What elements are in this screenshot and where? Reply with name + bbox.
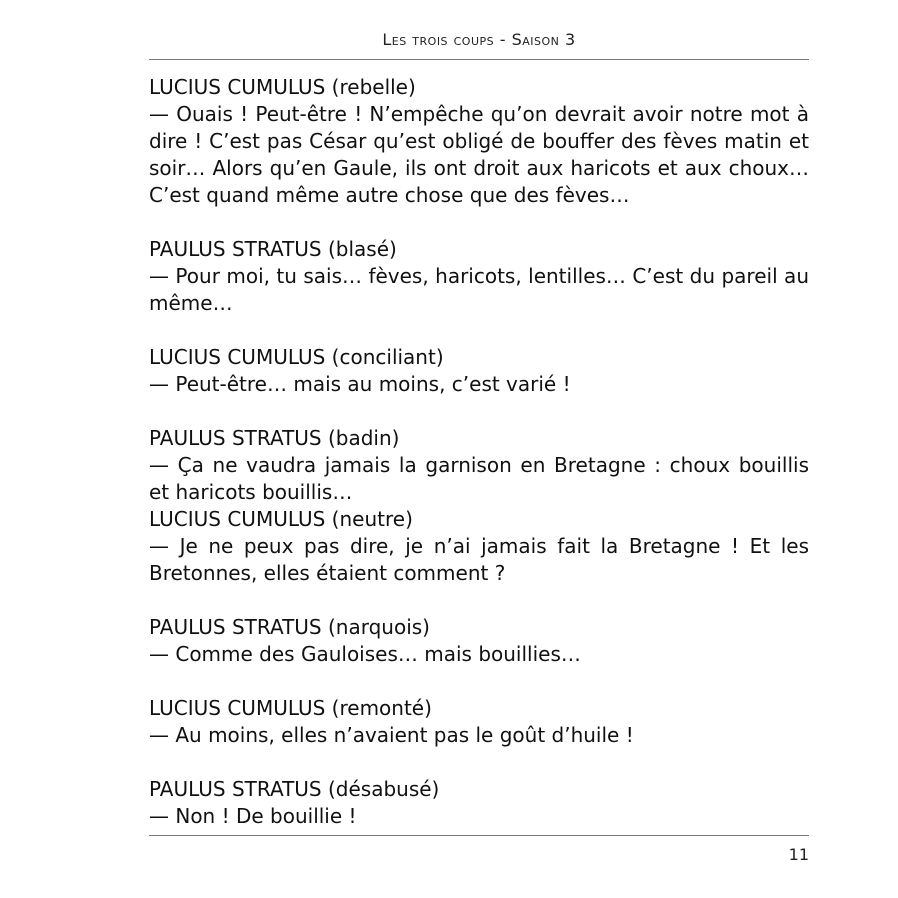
speaker-label: LUCIUS CUMULUS (rebelle)	[149, 75, 416, 99]
dialogue-block	[149, 236, 809, 317]
dialogue-block	[149, 776, 809, 830]
speaker-label: PAULUS STRATUS (désabusé)	[149, 777, 440, 801]
dialogue-line: — Non ! De bouillie !	[149, 804, 357, 828]
script-body	[149, 74, 809, 830]
page-number: 11	[788, 845, 809, 864]
dialogue-block	[149, 344, 809, 398]
dialogue-block	[149, 74, 809, 209]
speaker-label: LUCIUS CUMULUS (neutre)	[149, 507, 413, 531]
header-rule	[149, 59, 809, 60]
dialogue-line: — Ça ne vaudra jamais la garnison en Bretagne : choux bouillis et haricots bouillis…	[149, 453, 809, 504]
dialogue-block	[149, 695, 809, 749]
dialogue-line: — Peut-être… mais au moins, c’est varié !	[149, 372, 571, 396]
dialogue-line: — Je ne peux pas dire, je n’ai jamais fait la Bretagne ! Et les Bretonnes, elles étaient comment ?	[149, 534, 809, 585]
speaker-label: PAULUS STRATUS (blasé)	[149, 237, 397, 261]
dialogue-line: — Pour moi, tu sais… fèves, haricots, lentilles… C’est du pareil au même…	[149, 264, 809, 315]
dialogue-line: — Au moins, elles n’avaient pas le goût d’huile !	[149, 723, 634, 747]
dialogue-line: — Ouais ! Peut-être ! N’empêche qu’on devrait avoir notre mot à dire ! C’est pas César qu’est obligé de bouffer des fèves matin et soir… Alors qu’en Gaule, ils ont droit aux haricots et aux choux… C’est quand même autre chose que des fèves…	[149, 102, 809, 207]
running-header: Les trois coups - Saison 3	[382, 30, 576, 49]
dialogue-line: — Comme des Gauloises… mais bouillies…	[149, 642, 581, 666]
speaker-label: LUCIUS CUMULUS (remonté)	[149, 696, 432, 720]
speaker-label: PAULUS STRATUS (badin)	[149, 426, 400, 450]
speaker-label: LUCIUS CUMULUS (conciliant)	[149, 345, 444, 369]
dialogue-block	[149, 614, 809, 668]
footer-rule	[149, 835, 809, 836]
dialogue-block	[149, 425, 809, 506]
dialogue-block	[149, 506, 809, 587]
speaker-label: PAULUS STRATUS (narquois)	[149, 615, 430, 639]
